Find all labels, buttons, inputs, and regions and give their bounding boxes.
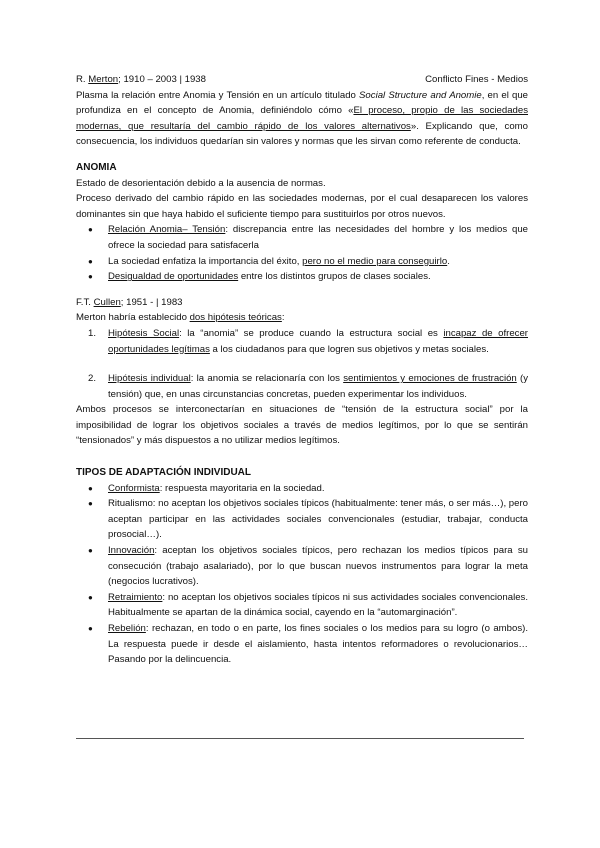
initial: F.T. — [76, 296, 94, 308]
list-item — [76, 269, 528, 285]
term: Desigualdad de oportunidades — [108, 271, 239, 283]
term: Rebelión — [108, 623, 146, 634]
text: : discrepancia entre las necesidades del hombre y los medios que ofrece la sociedad para satisfacerla — [108, 224, 528, 251]
anomia-bullet-list — [76, 222, 528, 284]
text: : no aceptan los objetivos sociales típicos ni sus actividades sociales convencionales. Habitualmente se apartan de la dinámica social, cayendo en la “automarginación”. — [108, 591, 528, 619]
list-item — [76, 590, 528, 621]
author-cullen: Cullen — [93, 296, 121, 308]
term: Retraimiento — [108, 591, 163, 603]
term: Ritualismo — [108, 498, 153, 510]
anomia-line-1: Estado de desorientación debido a la ausencia de normas. — [76, 177, 326, 189]
initial: R. — [76, 74, 89, 85]
author-merton: Merton — [88, 74, 119, 85]
text: Merton habría establecido — [76, 312, 190, 324]
term: sentimientos y emociones de frustración — [343, 373, 517, 385]
text: . — [447, 255, 450, 267]
term: pero no el medio para conseguirlo — [302, 255, 448, 267]
text: : aceptan los objetivos sociales típicos, pero rechazan los medios típicos para su consecución (trabajo asalariado), por lo que buscan nuevos instrumentos para lograr la meta (negocios lucrativos). — [108, 545, 528, 588]
item-number: 1. — [88, 327, 97, 339]
document-page — [76, 72, 528, 668]
list-item — [76, 543, 528, 590]
term: Relación Anomia– Tensión — [108, 224, 226, 236]
cullen-header — [76, 295, 528, 311]
footer-divider — [76, 738, 524, 739]
list-item — [76, 621, 528, 668]
term: Hipótesis Social — [108, 327, 180, 339]
list-item — [76, 371, 528, 402]
term: incapaz de ofrecer oportunidades legítimas — [108, 327, 528, 355]
dates: ; 1910 – 2003 | 1938 — [118, 74, 206, 85]
hypotheses-list — [76, 326, 528, 402]
cullen-closing: Ambos procesos se interconectarían en situaciones de “tensión de la estructura social” por la imposibilidad de lograr los objetivos sociales a través de medios legítimos, por lo que se sentirán “tensionados” y más dispuestos a no utilizar medios legítimos. — [76, 404, 528, 447]
list-item — [76, 326, 528, 357]
anomia-heading: ANOMIA — [76, 161, 117, 173]
merton-citation — [76, 72, 206, 88]
term: Innovación — [108, 545, 155, 557]
list-item — [76, 254, 528, 270]
intro-text-3: ». Explicando que, como consecuencia, los individuos quedarían sin valores y normas que les sirvan como referente de conducta. — [76, 120, 528, 148]
cullen-intro — [76, 310, 528, 326]
header-topic: Conflicto Fines - Medios — [425, 74, 528, 85]
list-item — [76, 496, 528, 543]
intro-text-2: , en el que profundiza en el concepto de Anomia, definiéndolo cómo « — [76, 89, 529, 117]
item-number: 2. — [88, 373, 97, 385]
text: : — [281, 312, 285, 324]
term: Conformista — [108, 482, 160, 494]
text: : la “anomia” se produce cuando la estructura social es — [179, 327, 444, 339]
text: a los ciudadanos para que logren sus objetivos y metas sociales. — [209, 343, 489, 355]
text: La sociedad enfatiza la importancia del éxito, — [108, 255, 303, 267]
anomia-definition-quote: El proceso, propio de las sociedades modernas, que resultaría del cambio rápido de los valores alternativos — [76, 105, 529, 132]
adaptation-types-list — [76, 481, 528, 668]
text: : la anomia se relacionaría con los — [190, 373, 344, 385]
list-item — [76, 222, 528, 253]
text: : respuesta mayoritaria en la sociedad. — [159, 482, 325, 494]
work-title: Social Structure and Anomie — [359, 89, 482, 101]
text: (y tensión) que, en unas circunstancias concretas, pueden experimentar los individuos. — [108, 373, 529, 400]
intro-paragraph — [76, 88, 528, 150]
dates: ; 1951 - | 1983 — [120, 296, 183, 308]
merton-header — [76, 72, 528, 88]
text: entre los distintos grupos de clases sociales. — [238, 271, 431, 283]
list-item — [76, 481, 528, 497]
term: Hipótesis individual — [108, 373, 191, 385]
tipos-heading: TIPOS DE ADAPTACIÓN INDIVIDUAL — [76, 467, 252, 479]
anomia-line-2: Proceso derivado del cambio rápido en las sociedades modernas, por el cual desaparecen los valores dominantes sin que haya habido el suficiente tiempo para sustituirlos por otros nuevos. — [76, 193, 528, 220]
text: : rechazan, en todo o en parte, los fines sociales o los medios para su logro (o ambos). La respuesta puede ir desde el aislamiento, hasta intentos reformadores o revolucionarios… Pasando por la delincuencia. — [108, 623, 528, 666]
intro-text-1: Plasma la relación entre Anomia y Tensión en un artículo titulado — [76, 89, 360, 101]
term: dos hipótesis teóricas — [189, 312, 282, 324]
text: : no aceptan los objetivos sociales típicos (habitualmente: tener más, o ser más…), pero aceptan participar en las actividades sociales convencionales (estudiar, trabajar, conducta prosocial…). — [108, 498, 528, 541]
